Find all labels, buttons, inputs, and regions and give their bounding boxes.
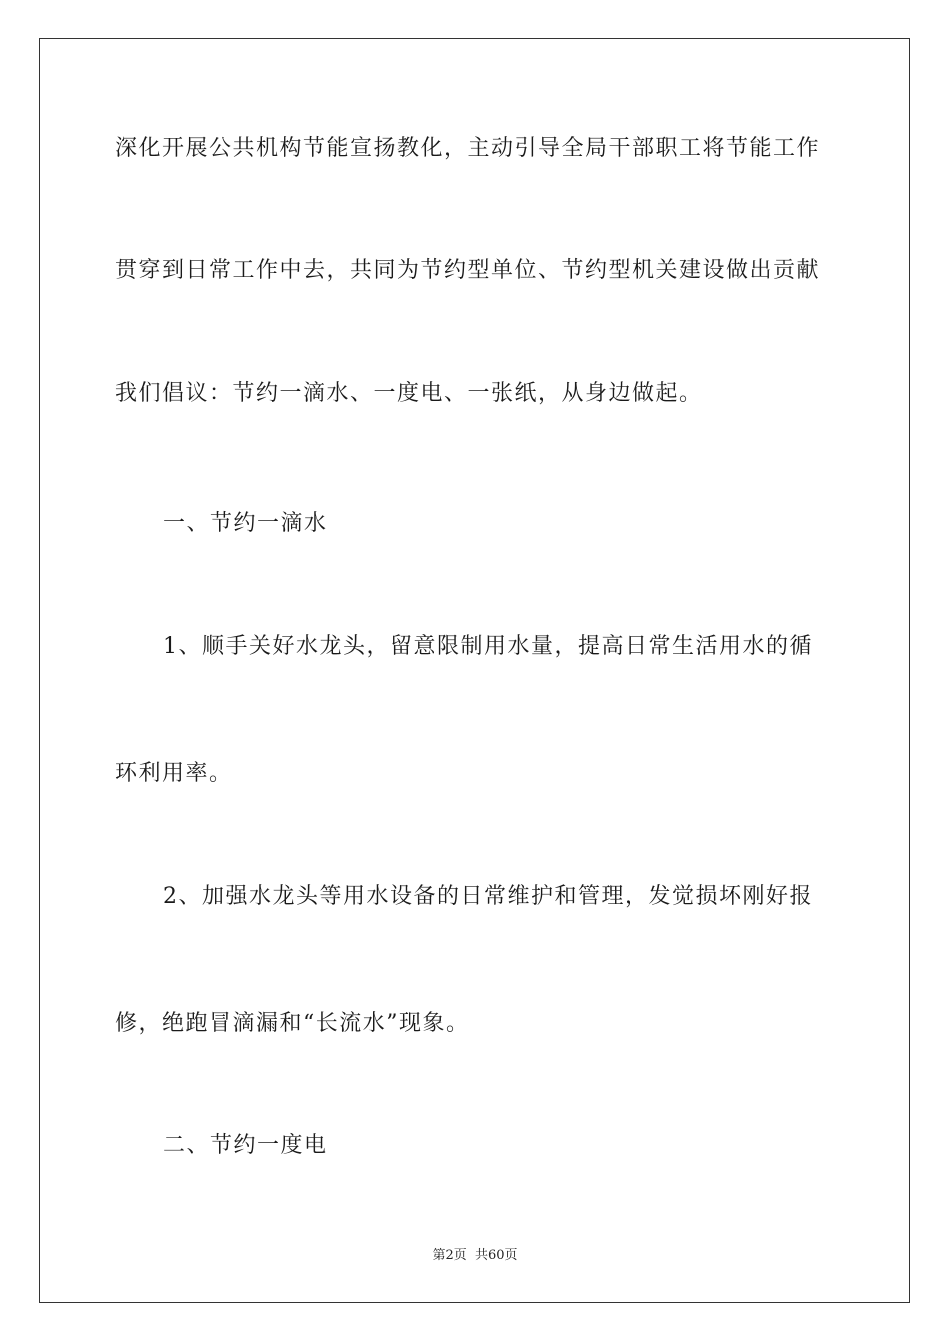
section-heading-electricity: 二、节约一度电	[163, 1133, 328, 1158]
body-line-2: 贯穿到日常工作中去，共同为节约型单位、节约型机关建设做出贡献	[115, 258, 821, 283]
body-line-3: 我们倡议：节约一滴水、一度电、一张纸，从身边做起。	[115, 381, 703, 406]
page-footer	[0, 1247, 950, 1265]
item-2-line-1: 2、加强水龙头等用水设备的日常维护和管理，发觉损坏刚好报	[163, 884, 813, 909]
item-2-line-2: 修，绝跑冒滴漏和“长流水”现象。	[115, 1011, 470, 1036]
section-heading-water: 一、节约一滴水	[163, 511, 328, 536]
page-number-total: 共60页	[474, 1248, 518, 1263]
item-1-line-1: 1、顺手关好水龙头，留意限制用水量，提高日常生活用水的循	[163, 634, 813, 659]
page-border	[39, 38, 910, 1303]
item-1-line-2: 环利用率。	[115, 761, 233, 786]
page-number-current: 第2页	[432, 1248, 467, 1263]
body-line-1: 深化开展公共机构节能宣扬教化，主动引导全局干部职工将节能工作	[115, 136, 821, 161]
